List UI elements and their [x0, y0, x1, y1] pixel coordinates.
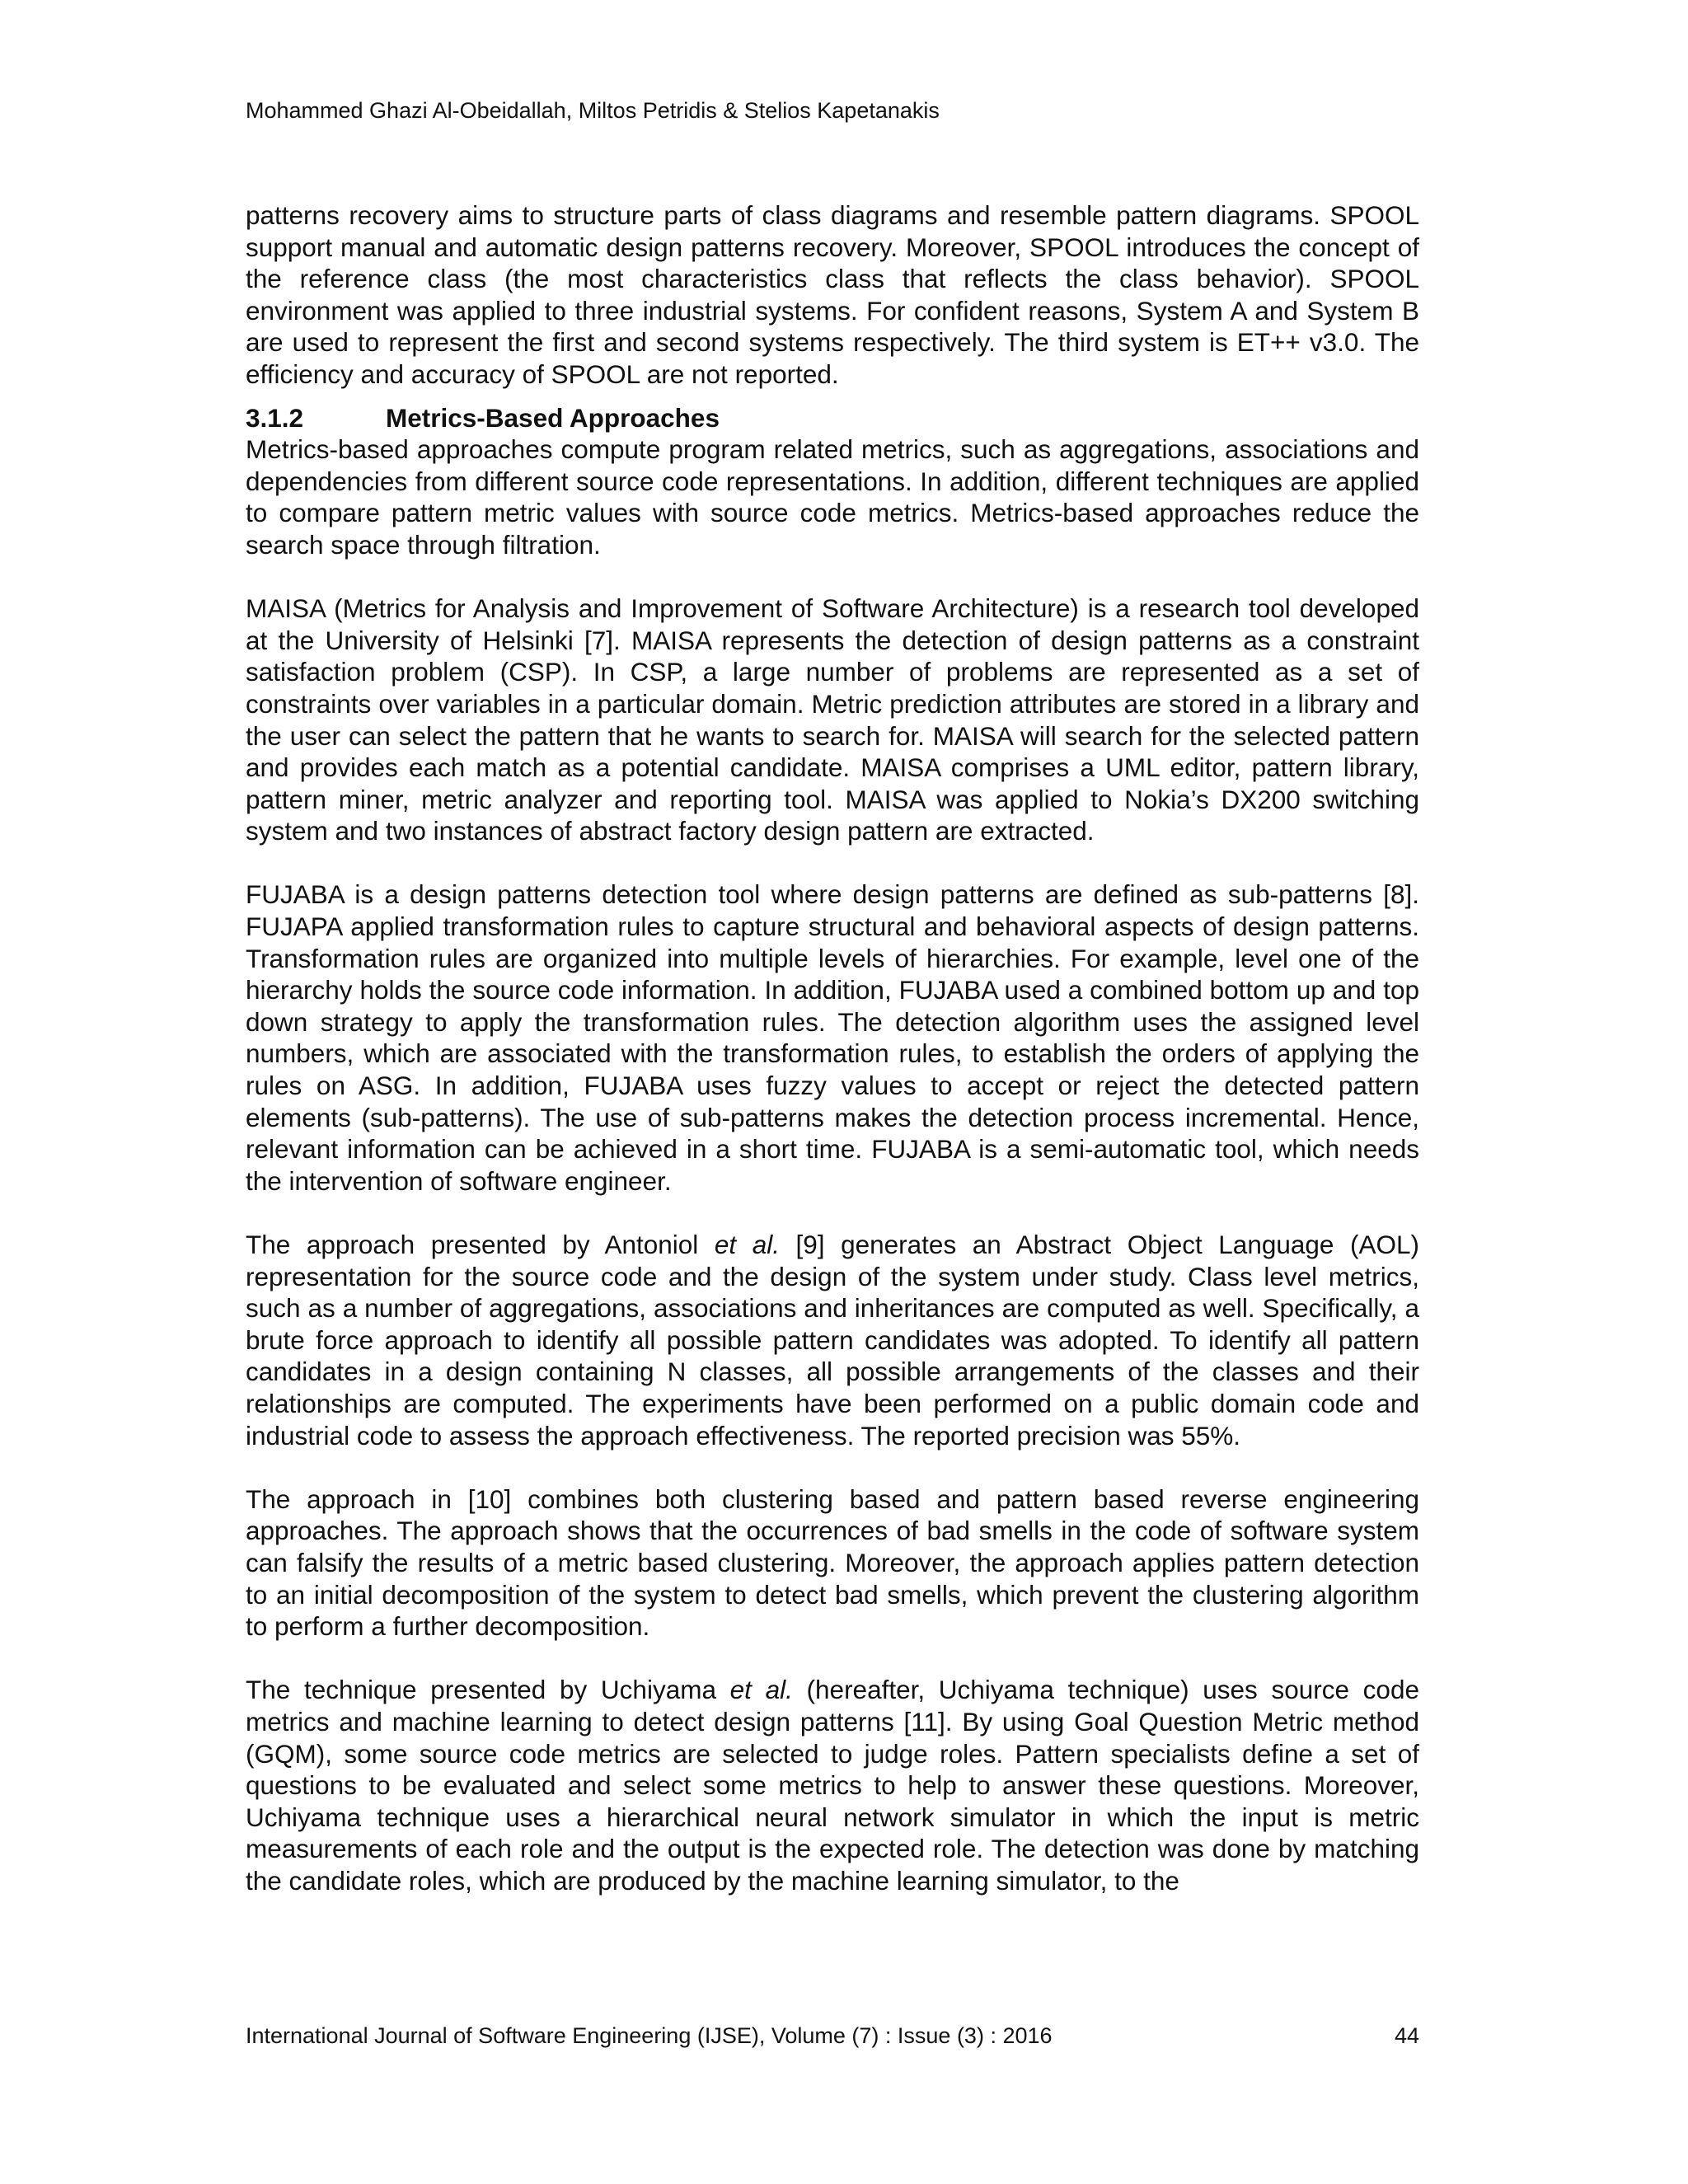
- page-number: 44: [1394, 2023, 1419, 2048]
- running-footer: [246, 2022, 1419, 2049]
- section-number: 3.1.2: [246, 402, 304, 433]
- antoniol-et-al: et al.: [714, 1230, 780, 1259]
- antoniol-text-start: The approach presented by Antoniol: [246, 1230, 715, 1259]
- paragraph-uchiyama: [246, 1674, 1419, 1896]
- uchiyama-text-start: The technique presented by Uchiyama: [246, 1675, 730, 1705]
- journal-citation: International Journal of Software Engineering (IJSE), Volume (7) : Issue (3) : 2016: [246, 2023, 1053, 2048]
- running-header: Mohammed Ghazi Al-Obeidallah, Miltos Petridis & Stelios Kapetanakis: [246, 98, 940, 123]
- uchiyama-et-al: et al.: [729, 1675, 793, 1705]
- paragraph-spool-continued: patterns recovery aims to structure parts of class diagrams and resemble pattern diagrams. SPOOL support manual and automatic design patterns recovery. Moreover, SPOOL introduces the concept of the reference class (the most characteristics class that reflects the class behavior). SPOOL environment was applied to three industrial systems. For confident reasons, System A and System B are used to represent the first and second systems respectively. The third system is ET++ v3.0. The efficiency and accuracy of SPOOL are not reported.: [246, 200, 1419, 389]
- section-heading: [246, 402, 1419, 434]
- paragraph-antoniol: [246, 1229, 1419, 1451]
- paragraph-maisa: MAISA (Metrics for Analysis and Improvement of Software Architecture) is a research tool developed at the University of Helsinki [7]. MAISA represents the detection of design patterns as a constraint satisfaction problem (CSP). In CSP, a large number of problems are represented as a set of constraints over variables in a particular domain. Metric prediction attributes are stored in a library and the user can select the pattern that he wants to search for. MAISA will search for the selected pattern and provides each match as a potential candidate. MAISA comprises a UML editor, pattern library, pattern miner, metric analyzer and reporting tool. MAISA was applied to Nokia’s DX200 switching system and two instances of abstract factory design pattern are extracted.: [246, 593, 1419, 846]
- paragraph-metrics-intro: Metrics-based approaches compute program related metrics, such as aggregations, associations and dependencies from different source code representations. In addition, different techniques are applied to compare pattern metric values with source code metrics. Metrics-based approaches reduce the search space through filtration.: [246, 434, 1419, 560]
- page-body: [246, 199, 1419, 1896]
- antoniol-text-rest: [9] generates an Abstract Object Language (AOL) representation for the source code and the design of the system under study. Class level metrics, such as a number of aggregations, associations and inheritances are computed as well. Specifically, a brute force approach to identify all possible pattern candidates was adopted. To identify all pattern candidates in a design containing N classes, all possible arrangements of the classes and their relationships are computed. The experiments have been performed on a public domain code and industrial code to assess the approach effectiveness. The reported precision was 55%.: [246, 1230, 1420, 1451]
- uchiyama-text-rest: (hereafter, Uchiyama technique) uses source code metrics and machine learning to detect design patterns [11]. By using Goal Question Metric method (GQM), some source code metrics are selected to judge roles. Pattern specialists define a set of questions to be evaluated and select some metrics to help to answer these questions. Moreover, Uchiyama technique uses a hierarchical neural network simulator in which the input is metric measurements of each role and the output is the expected role. The detection was done by matching the candidate roles, which are produced by the machine learning simulator, to the: [246, 1675, 1419, 1896]
- paragraph-fujaba: FUJABA is a design patterns detection tool where design patterns are defined as sub-patterns [8]. FUJAPA applied transformation rules to capture structural and behavioral aspects of design patterns. Transformation rules are organized into multiple levels of hierarchies. For example, level one of the hierarchy holds the source code information. In addition, FUJABA used a combined bottom up and top down strategy to apply the transformation rules. The detection algorithm uses the assigned level numbers, which are associated with the transformation rules, to establish the orders of applying the rules on ASG. In addition, FUJABA uses fuzzy values to accept or reject the detected pattern elements (sub-patterns). The use of sub-patterns makes the detection process incremental. Hence, relevant information can be achieved in a short time. FUJABA is a semi-automatic tool, which needs the intervention of software engineer.: [246, 879, 1419, 1196]
- section-title: Metrics-Based Approaches: [386, 402, 720, 433]
- paragraph-clustering: The approach in [10] combines both clustering based and pattern based reverse engineering approaches. The approach shows that the occurrences of bad smells in the code of software system can falsify the results of a metric based clustering. Moreover, the approach applies pattern detection to an initial decomposition of the system to detect bad smells, which prevent the clustering algorithm to perform a further decomposition.: [246, 1483, 1419, 1642]
